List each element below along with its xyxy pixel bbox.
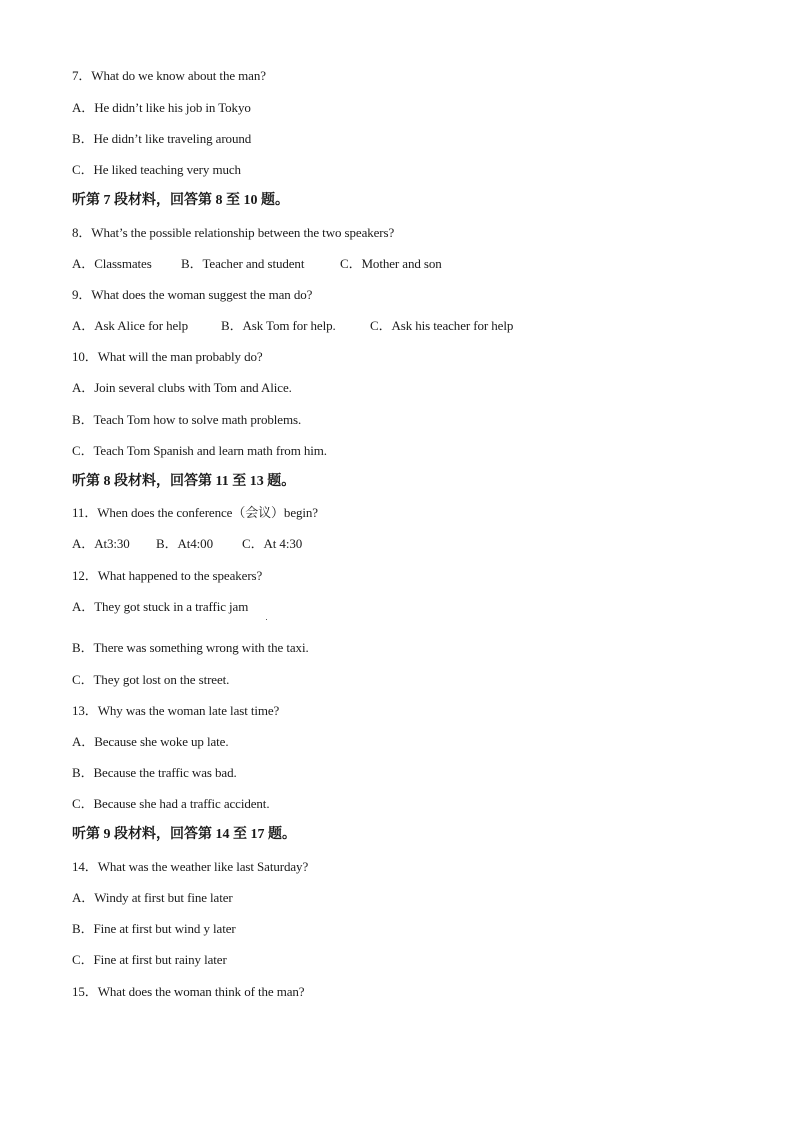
q7-option-a: A．He didn’t like his job in Tokyo (72, 100, 251, 115)
q7-option-b: B．He didn’t like traveling around (72, 131, 252, 146)
section-heading-7: 听第 7 段材料，回答第 8 至 10 题。 (72, 193, 289, 208)
q14-option-a: A．Windy at first but fine later (72, 890, 233, 905)
q11-option-c: C．At 4:30 (242, 536, 303, 551)
section-heading-8: 听第 8 段材料，回答第 11 至 13 题。 (72, 474, 296, 489)
q12-option-a: A．They got stuck in a traffic jam (72, 599, 249, 614)
question-12: 12．What happened to the speakers? (72, 568, 263, 583)
q13-option-b: B．Because the traffic was bad. (72, 765, 237, 780)
q14-option-c: C．Fine at first but rainy later (72, 952, 227, 967)
q9-option-a: A．Ask Alice for help (72, 318, 189, 333)
q12-option-c: C．They got lost on the street. (72, 672, 230, 687)
q8-option-a: A．Classmates (72, 256, 152, 271)
q13-option-c: C．Because she had a traffic accident. (72, 796, 270, 811)
question-10: 10．What will the man probably do? (72, 349, 263, 364)
section-heading-9: 听第 9 段材料，回答第 14 至 17 题。 (72, 827, 296, 842)
question-13: 13．Why was the woman late last time? (72, 703, 280, 718)
q9-options (72, 318, 513, 334)
q14-option-b: B．Fine at first but wind y later (72, 921, 236, 936)
q8-option-b: B．Teacher and student (181, 256, 305, 271)
question-14: 14．What was the weather like last Saturday? (72, 859, 309, 874)
question-11: 11．When does the conference（会议）begin? (72, 505, 318, 520)
question-15: 15．What does the woman think of the man? (72, 984, 305, 999)
q9-option-b: B．Ask Tom for help. (221, 318, 336, 333)
q11-option-a: A．At3:30 (72, 536, 130, 551)
q10-option-b: B．Teach Tom how to solve math problems. (72, 412, 302, 427)
q9-option-c: C．Ask his teacher for help (370, 318, 514, 333)
question-8: 8．What’s the possible relationship between the two speakers? (72, 225, 395, 240)
stray-dot (266, 619, 267, 620)
q8-options (72, 256, 442, 272)
q7-option-c: C．He liked teaching very much (72, 162, 241, 177)
q8-option-c: C．Mother and son (340, 256, 442, 271)
question-9: 9．What does the woman suggest the man do? (72, 287, 313, 302)
q10-option-c: C．Teach Tom Spanish and learn math from him. (72, 443, 327, 458)
q11-option-b: B．At4:00 (156, 536, 213, 551)
question-7: 7．What do we know about the man? (72, 68, 266, 83)
q10-option-a: A．Join several clubs with Tom and Alice. (72, 380, 292, 395)
q12-option-b: B．There was something wrong with the taxi. (72, 640, 309, 655)
q11-options (72, 536, 302, 552)
q13-option-a: A．Because she woke up late. (72, 734, 229, 749)
